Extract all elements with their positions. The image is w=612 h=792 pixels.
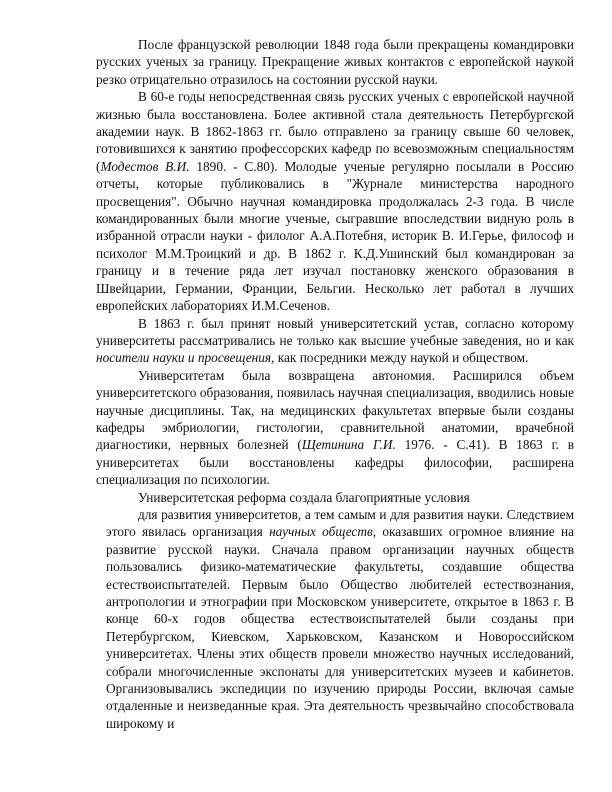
paragraph-reform-heading-line <box>96 489 574 506</box>
text-run: как посредники между наукой и обществом. <box>274 350 529 366</box>
paragraph-60s-connections <box>96 88 574 314</box>
text-run: Университетская реформа создала благоприятные условия <box>138 489 470 505</box>
italic-text-run: Модестов В.И. <box>100 158 190 174</box>
italic-text-run: носители науки и просвещения, <box>96 350 275 366</box>
text-run: для развития университетов, а тем самым и для развития науки. Следствием этого явилась организация <box>106 506 574 540</box>
paragraph-1848-revolution <box>96 36 574 88</box>
italic-text-run: Щетинина Г.И. <box>301 437 396 453</box>
paragraph-1863-charter <box>96 315 574 367</box>
text-run: 1890. - С.80). Молодые ученые регулярно посылали в Россию отчеты, которые публиковались в "Журнале министерства народного просвещения". Обычно научная командировка продолжалась 2-3 года. В числе командированных были многие ученые, сыгравшие впоследствии видную роль в избранной отрасли науки - филолог А.А.Потебня, историк В. И.Герье, философ и психолог М.М.Троицкий и др. В 1862 г. К.Д.Ушинский был командирован за границу и в течение ряда лет изучал постановку женского образования в Швейцарии, Германии, Франции, Бельгии. Несколько лет работал в лучших европейских лабораториях И.М.Сеченов. <box>96 158 574 314</box>
text-run: После французской революции 1848 года были прекращены командировки русских ученых за границу. Прекращение живых контактов с европейской наукой резко отрицательно отразилось на состоянии русской науки. <box>96 37 574 87</box>
text-run: В 60-е годы непосредственная связь русских ученых с европейской научной жизнью была восстановлена. Более активной стала деятельность Петербургской академии наук. В 1862-1863 гг. было отправлено за границу свыше 60 человек, готовившихся к занятию профессорских кафедр по всевозможным специальностям ( <box>96 89 574 174</box>
italic-text-run: научных обществ, <box>269 524 377 540</box>
paragraph-scientific-societies <box>96 506 574 732</box>
text-run: 1976. - С.41). В 1863 г. в университетах были восстановлены кафедры философии, расширена специализация по психологии. <box>96 437 574 488</box>
text-run: оказавших огромное влияние на развитие русской науки. Сначала правом организации научных обществ пользовались физико-математические факультеты, создавшие общества естествоиспытателей. Первым было Общество любителей естествознания, антропологии и этнографии при Московском университете, открытое в 1863 г. В конце 60-х годов общества естествоиспытателей были созданы при Петербургском, Киевском, Харьковском, Казанском и Новороссийском университетах. Члены этих обществ провели множество научных исследований, собрали многочисленные экспонаты для университетских музеев и кабинетов. Организовывались экспедиции по изучению природы России, включая самые отдаленные и неизведанные края. Эта деятельность чрезвычайно способствовала широкому и <box>106 524 574 731</box>
text-run: Университетам была возвращена автономия. Расширился объем университетского образования, появилась научная специализация, вводились новые научные дисциплины. Так, на медицинских факультетах впервые были созданы кафедры эмбриологии, гистологии, сравнительной анатомии, врачебной диагностики, нервных болезней ( <box>96 367 574 453</box>
paragraph-autonomy <box>96 367 574 489</box>
text-run: В 1863 г. был принят новый университетский устав, согласно которому университеты рассматривались не только как высшие учебные заведения, но и как <box>96 315 574 348</box>
